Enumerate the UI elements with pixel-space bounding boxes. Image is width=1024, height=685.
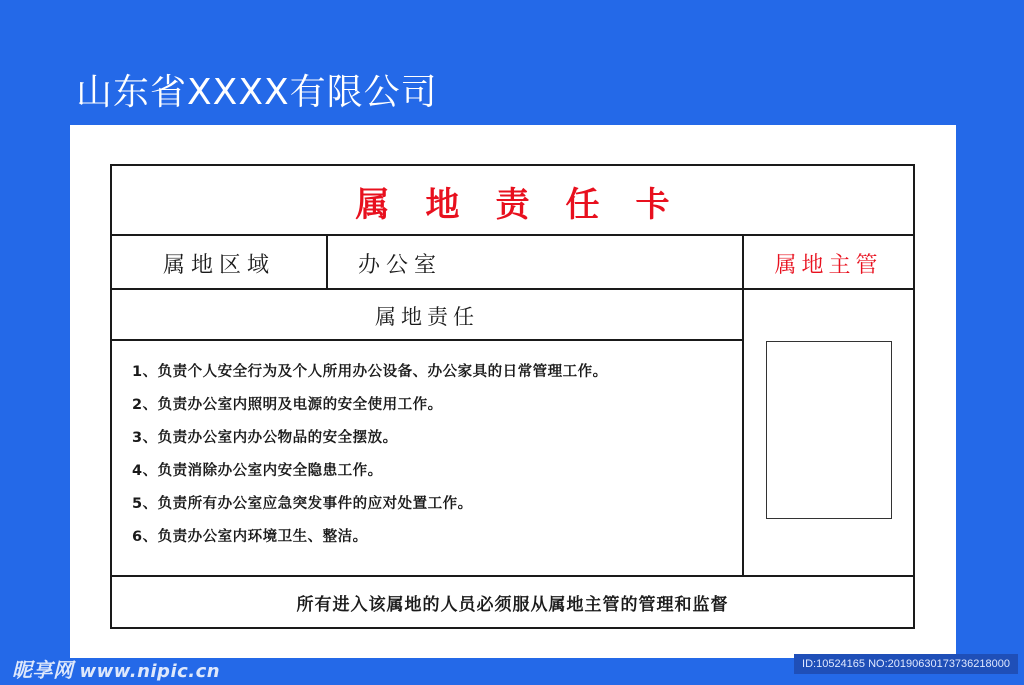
- watermark-brand: 昵享网: [12, 658, 74, 682]
- supervisor-label: 属地主管: [774, 252, 883, 278]
- duty-item: 2、负责办公室内照明及电源的安全使用工作。: [132, 397, 443, 413]
- duty-item: 5、负责所有办公室应急突发事件的应对处置工作。: [132, 496, 473, 512]
- responsibility-card: [110, 164, 915, 629]
- duty-item: 6、负责办公室内环境卫生、整洁。: [132, 529, 368, 545]
- footer-notice: 所有进入该属地的人员必须服从属地主管的管理和监督: [296, 594, 729, 615]
- responsibility-header: 属地责任: [375, 304, 479, 329]
- area-value: 办公室: [358, 252, 443, 278]
- company-name: 山东省XXXX有限公司: [76, 72, 438, 113]
- card-title: 属地责任卡: [355, 184, 706, 225]
- watermark-logo: [12, 654, 220, 683]
- duty-item: 3、负责办公室内办公物品的安全摆放。: [132, 430, 398, 446]
- duty-item: 4、负责消除办公室内安全隐患工作。: [132, 463, 383, 479]
- duty-list: [132, 356, 732, 554]
- watermark-site: www.nipic.cn: [79, 661, 221, 682]
- duty-item: 1、负责个人安全行为及个人所用办公设备、办公家具的日常管理工作。: [132, 364, 608, 380]
- watermark-id: ID:10524165 NO:20190630173736218000: [794, 654, 1018, 674]
- supervisor-photo-frame: [766, 341, 892, 519]
- area-label: 属地区域: [162, 252, 275, 278]
